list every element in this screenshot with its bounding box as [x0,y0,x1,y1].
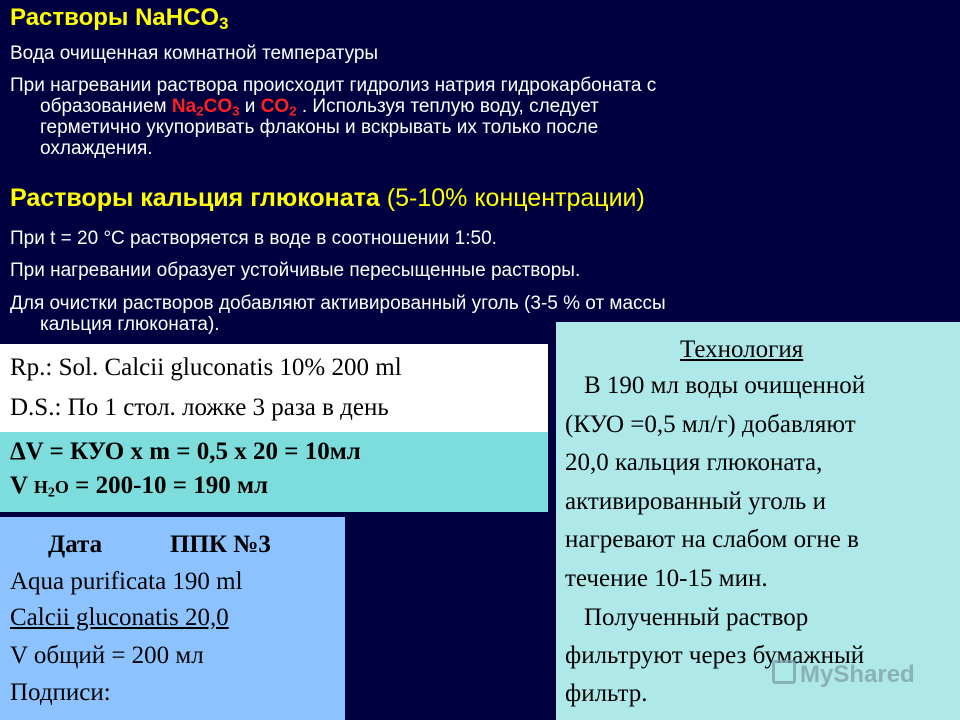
calc-line2: V $H_2O = 200-10 = 190$ мл [10,472,269,501]
calc-line1: ΔV = КУО х m = 0,5 х 20 = 10мл [10,438,361,465]
tech-line6: течение 10-15 мин. [565,565,768,592]
tech-line8: фильтруют через бумажный [565,642,865,669]
tech-title: Технология [680,336,804,363]
ppk-date: Дата [48,531,103,558]
tech-line4: активированный уголь и [565,488,826,515]
ppk-title: ППК №3 [170,531,271,558]
tech-line9: фильтр. [565,680,648,707]
section2-line1: При t = 20 °С растворяется в воде в соотношении 1:50. [10,228,497,249]
ppk-line4: Подписи: [10,679,111,706]
formula-co2: $CO_2$ [260,96,297,119]
tech-line3: 20,0 кальция глюконата, [565,449,823,476]
section1-paragraph: При нагревании раствора происходит гидролиз натрия гидрокарбоната с образованием $Na_2CO_3$ и $CO_2$ . Используя теплую воду, следует герметично укупоривать флаконы и вскрывать их только после охлаждения. [10,75,657,159]
section1-title: Растворы NaHCO$_3$ [10,4,229,34]
ppk-line2: Calcii gluconatis 20,0 [10,604,229,631]
ppk-line1: Aqua purificata 190 ml [10,568,243,595]
watermark-logo: MyShared [772,660,915,689]
section2-line2: При нагревании образует устойчивые пересыщенные растворы. [10,260,581,281]
formula-na2co3: $Na_2CO_3$ [171,96,240,119]
section1-line1: Вода очищенная комнатной температуры [10,43,379,64]
tech-line7: Полученный раствор [584,604,809,631]
ppk-line3: V общий = 200 мл [10,642,204,669]
tech-line2: (КУО =0,5 мл/г) добавляют [565,411,856,438]
ppk-box [0,517,345,720]
section2-title: Растворы кальция глюконата (5-10% концентрации) [10,184,645,212]
rx-line2: D.S.: По 1 стол. ложке 3 раза в день [10,394,389,421]
tech-line1: В 190 мл воды очищенной [584,372,866,399]
tech-line5: нагревают на слабом огне в [565,526,859,553]
calculation-box [0,432,548,512]
rx-line1: Rp.: Sol. Calcii gluconatis 10% 200 ml [10,354,402,381]
watermark-icon [772,660,796,684]
prescription-box [0,344,548,432]
section2-line3: Для очистки растворов добавляют активированный уголь (3-5 % от массы кальция глюконата). [10,293,666,335]
